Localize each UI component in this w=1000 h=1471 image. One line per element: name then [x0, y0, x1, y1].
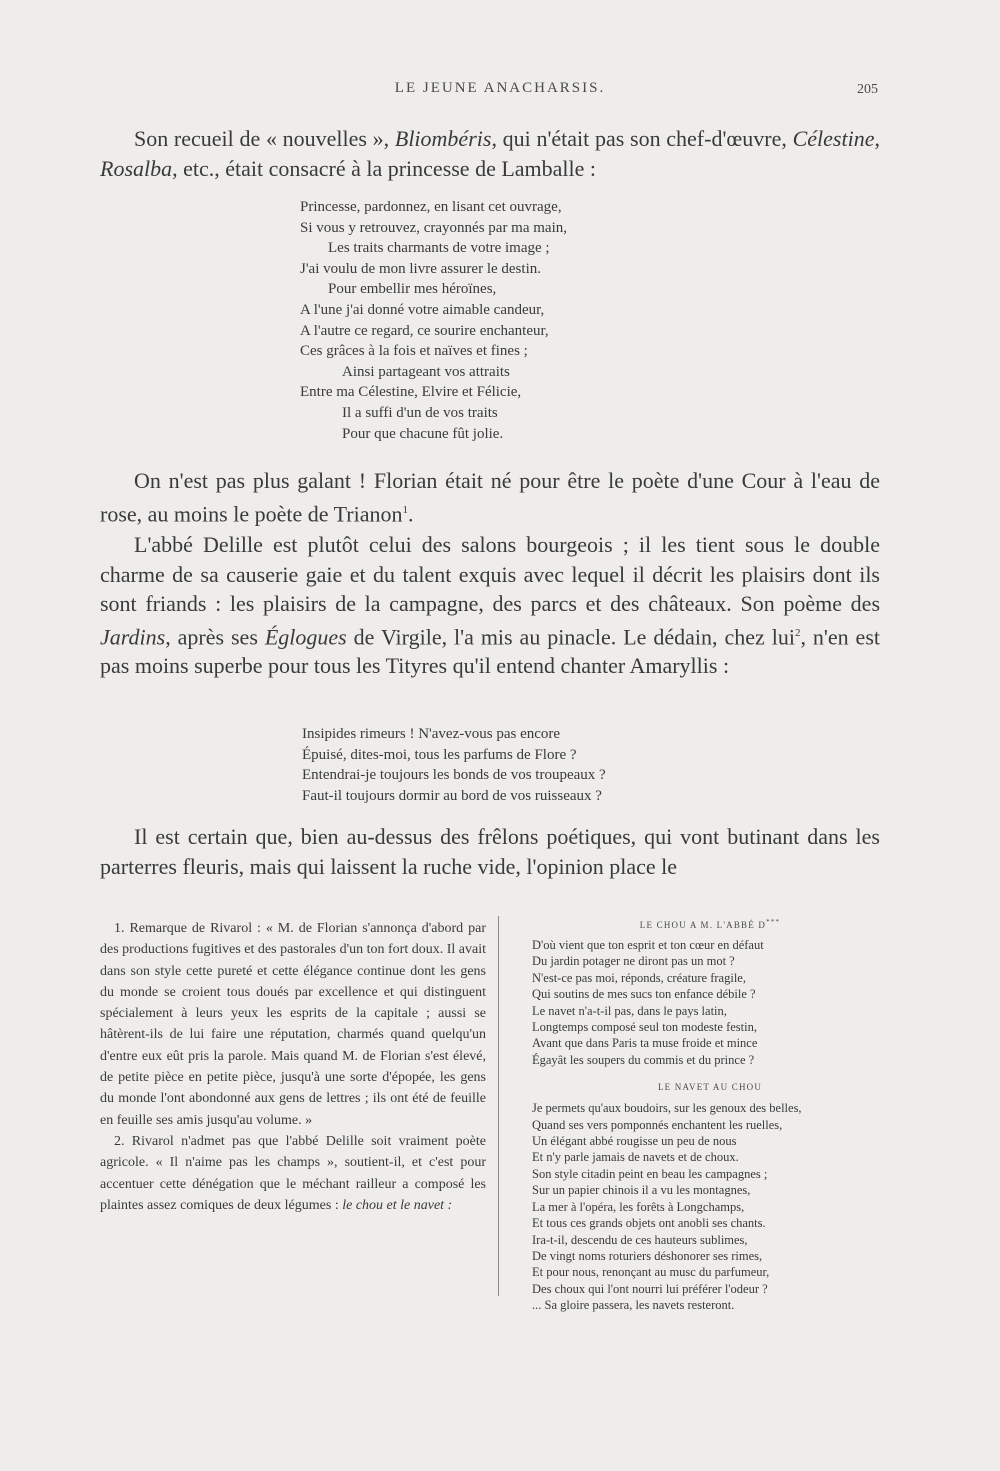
- poem-line: Ira-t-il, descendu de ces hauteurs sublimes,: [532, 1232, 748, 1247]
- poem-line: Si vous y retrouvez, crayonnés par ma main,: [300, 219, 568, 236]
- column-divider: [498, 916, 499, 1296]
- poem-line: Avant que dans Paris ta muse froide et mince: [532, 1036, 758, 1051]
- poem-line: Sur un papier chinois il a vu les montagnes,: [532, 1183, 751, 1198]
- poem-line: Ainsi partageant vos attraits: [342, 363, 510, 380]
- delille-paragraph: L'abbé Delille est plutôt celui des salons bourgeois ; il les tient sous le double charme de sa causerie gaie et du talent exquis avec lequel il décrit les plaisirs dont ils sont friands : les plaisirs de la campagne, des parcs et des châteaux. Son poème des Jardins, après ses Églogues de Virgile, l'a mis au pinacle. Le dédain, chez lui$^2$, n'en est pas moins superbe pour tous les Tityres qu'il entend chanter Amaryllis :: [100, 532, 880, 679]
- poem-line: Longtemps composé seul ton modeste festin,: [532, 1020, 757, 1035]
- poem-line: Entre ma Célestine, Elvire et Félicie,: [300, 384, 522, 401]
- poem-line: Le navet n'a-t-il pas, dans le pays latin,: [532, 1003, 727, 1018]
- poem-title-navet: LE NAVET AU CHOU: [657, 1082, 763, 1093]
- poem-line: Princesse, pardonnez, en lisant cet ouvrage,: [300, 199, 562, 215]
- poem-line: Son style citadin peint en beau les campagnes ;: [532, 1166, 768, 1181]
- poem-line: De vingt noms roturiers déshonorer ses rimes,: [532, 1248, 763, 1263]
- poem-line: Et tous ces grands objets ont anobli ses chants.: [532, 1216, 766, 1231]
- poem-line: La mer à l'opéra, les forêts à Longchamps,: [532, 1199, 745, 1214]
- footnotes-column: [100, 918, 486, 1216]
- poem-navet: [532, 1100, 900, 1313]
- poem-line: Qui soutins de mes sucs ton enfance débile ?: [532, 987, 756, 1002]
- poem-line: Ces grâces à la fois et naïves et fines ;: [300, 343, 528, 360]
- poem-chou: [532, 937, 900, 1068]
- poem-line: Égayât les soupers du commis et du prince ?: [532, 1052, 755, 1067]
- poem-line: Épuisé, dites-moi, tous les parfums de Flore ?: [302, 746, 577, 763]
- poem-line: Il a suffi d'un de vos traits: [342, 404, 498, 421]
- poem-line: Je permets qu'aux boudoirs, sur les genoux des belles,: [532, 1101, 802, 1116]
- poem-line: D'où vient que ton esprit et ton cœur en défaut: [532, 938, 764, 952]
- poem-line: Quand ses vers pomponnés enchantent les ruelles,: [532, 1117, 783, 1132]
- page-number: 205: [857, 82, 878, 97]
- galant-paragraph: On n'est pas plus galant ! Florian était né pour être le poète d'une Cour à l'eau de rose, au moins le poète de Trianon$^1$.: [100, 468, 880, 526]
- poem-line: A l'une j'ai donné votre aimable candeur,: [300, 301, 545, 318]
- footnote-2: 2. Rivarol n'admet pas que l'abbé Delille soit vraiment poète agricole. « Il n'aime pas les champs », soutient-il, et c'est pour accentuer cette dénégation que le méchant railleur a composé les plaintes assez comiques de deux légumes : le chou et le navet :: [100, 1133, 486, 1213]
- footnote-ref-1[interactable]: 1: [402, 503, 408, 516]
- poem-line: Un élégant abbé rougisse un peu de nous: [532, 1134, 737, 1149]
- poem-line: J'ai voulu de mon livre assurer le destin.: [300, 260, 541, 277]
- poem-rimeurs: [302, 724, 606, 806]
- poem-line: Les traits charmants de votre image ;: [328, 240, 550, 257]
- poem-line: Pour que chacune fût jolie.: [342, 425, 504, 442]
- poem-princesse: [300, 197, 567, 444]
- footnote-ref-2[interactable]: 2: [794, 626, 801, 639]
- footnote-1: 1. Remarque de Rivarol : « M. de Florian s'annonça d'abord par des productions fugitives et des pastorales d'un ton fort doux. Il avait dans son style cette pureté et cette élégance continue dont les gens du monde se croient tous doués par excellence et qui distinguent spécialement à leurs yeux les esprits de la capitale ; aussi se hâtèrent-ils de lui faire une réputation, charmés quand quelqu'un d'entre eux eût pris la parole. Mais quand M. de Florian s'est élevé, de petite pièce en petite pièce, jusqu'à une sorte d'épopée, les gens du monde l'ont abondonné aux gens de lettres ; ils ont été de feuille en feuille ses amis jusqu'au volume. »: [100, 921, 487, 1128]
- poem-line: Et pour nous, renonçant au musc du parfumeur,: [532, 1265, 770, 1280]
- poem-line: Et n'y parle jamais de navets et de choux.: [532, 1150, 739, 1165]
- poem-line: Entendrai-je toujours les bonds de vos troupeaux ?: [302, 767, 606, 784]
- poem-line: Des choux qui l'ont nourri lui préférer l'odeur ?: [532, 1281, 768, 1296]
- final-paragraph: Il est certain que, bien au-dessus des frêlons poétiques, qui vont butinant dans les parterres fleuris, mais qui laissent la ruche vide, l'opinion place le: [100, 824, 880, 879]
- poem-line: ... Sa gloire passera, les navets resteront.: [532, 1298, 735, 1313]
- poem-title-chou: LE CHOU A M. L'ABBÉ D***: [639, 918, 781, 930]
- poem-line: Insipides rimeurs ! N'avez-vous pas encore: [302, 726, 561, 742]
- intro-paragraph: Son recueil de « nouvelles », Bliombéris, qui n'était pas son chef-d'œuvre, Célestine, Rosalba, etc., était consacré à la princesse de Lamballe :: [100, 126, 880, 181]
- poem-line: N'est-ce pas moi, réponds, créature fragile,: [532, 970, 746, 985]
- running-title: LE JEUNE ANACHARSIS.: [394, 80, 606, 96]
- poem-line: Faut-il toujours dormir au bord de vos ruisseaux ?: [302, 787, 602, 804]
- poem-line: Du jardin potager ne diront pas un mot ?: [532, 954, 735, 969]
- poems-column: [520, 918, 900, 1314]
- poem-line: A l'autre ce regard, ce sourire enchanteur,: [300, 322, 549, 339]
- poem-line: Pour embellir mes héroïnes,: [328, 281, 497, 298]
